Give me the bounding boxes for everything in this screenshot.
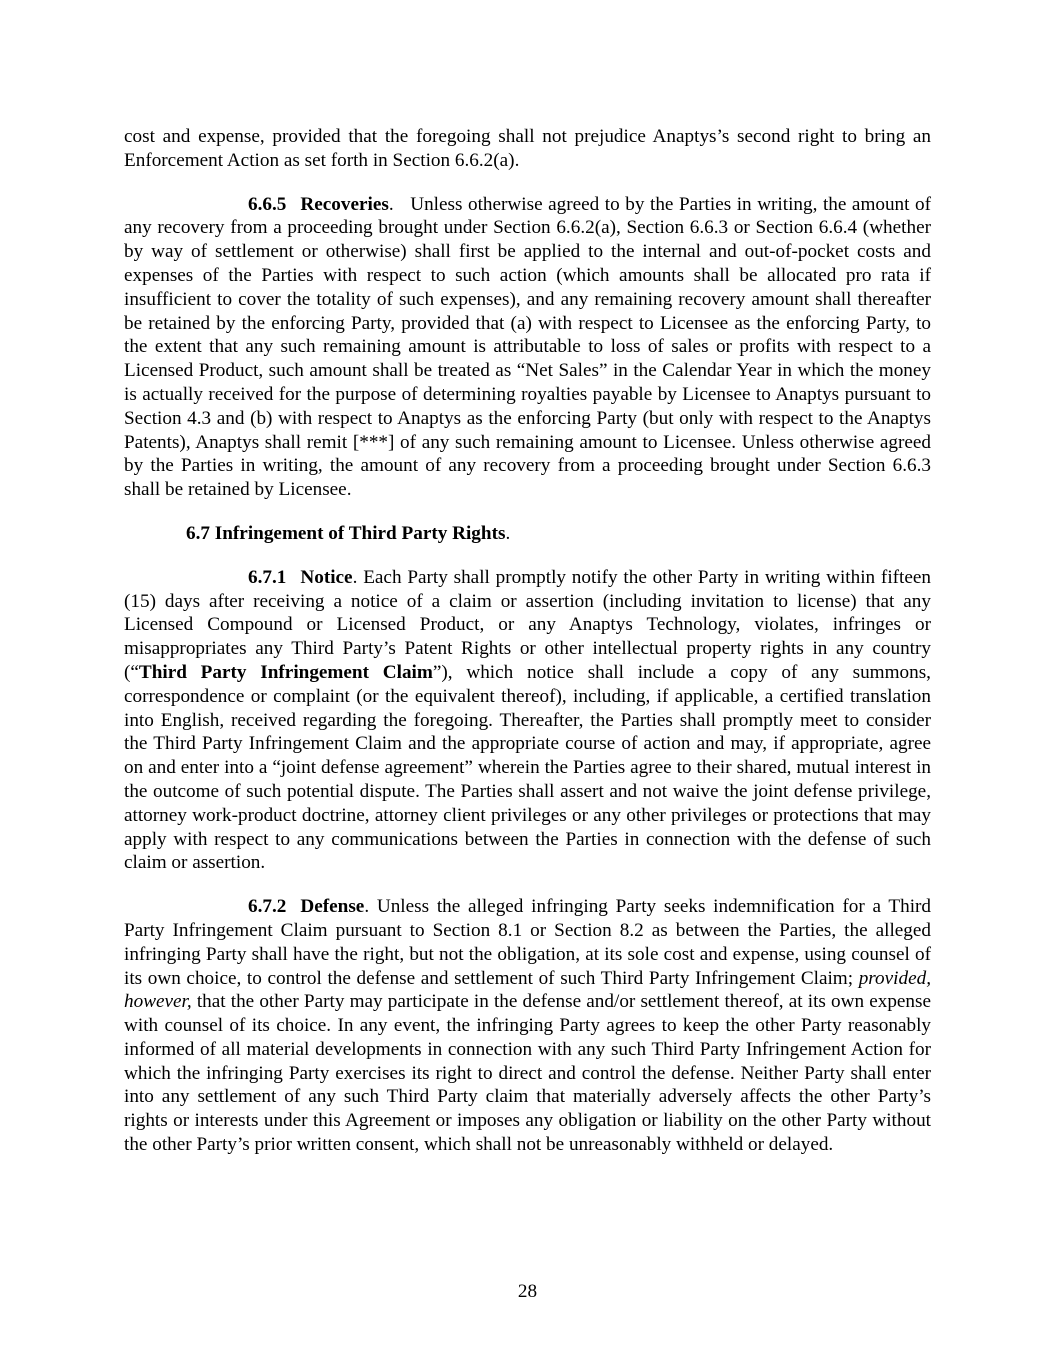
- section-6-7-1: 6.7.1 Notice. Each Party shall promptly notify the other Party in writing within fifteen (15) days after receiving a notice of a claim or assertion (including invitation to license) that any Licensed Compound or Licensed Product, or any Anaptys Technology, violates, infringes or misappropriates any Third Party’s Patent Rights or other intellectual property rights in any country (“Third Party Infringement Claim”), which notice shall include a copy of any summons, correspondence or complaint (or the equivalent thereof), including, if applicable, a certified translation into English, received regarding the foregoing. Thereafter, the Parties shall promptly meet to consider the Third Party Infringement Claim and the appropriate course of action and may, if appropriate, agree on and enter into a “joint defense agreement” wherein the Parties agree to their shared, mutual interest in the outcome of such potential dispute. The Parties shall assert and not waive the joint defense privilege, attorney work-product doctrine, attorney client privileges or any other privileges or protections that may apply with respect to any communications between the Parties in connection with the defense of such claim or assertion.: [124, 566, 932, 874]
- section-6-7-1-number: 6.7.1: [248, 566, 287, 588]
- section-6-6-5: 6.6.5 Recoveries. Unless otherwise agreed to by the Parties in writing, the amount of any recovery from a proceeding brought under Section 6.6.2(a), Section 6.6.3 or Section 6.6.4 (whether by way of settlement or otherwise) shall first be applied to the internal and out-of-pocket costs and expenses of the Parties with respect to such action (which amounts shall be allocated pro rata if insufficient to cover the totality of such expenses), and any remaining recovery amount shall thereafter be retained by the enforcing Party, provided that (a) with respect to Licensee as the enforcing Party, to the extent that any such remaining amount is attributable to loss of sales or profits with respect to a Licensed Product, such amount shall be treated as “Net Sales” in the Calendar Year in which the money is actually received for the purpose of determining royalties payable by Licensee to Anaptys pursuant to Section 4.3 and (b) with respect to Anaptys as the enforcing Party (but only with respect to the Anaptys Patents), Anaptys shall remit [***] of any such remaining amount to Licensee. Unless otherwise agreed by the Parties in writing, the amount of any recovery from a proceeding brought under Section 6.6.3 shall be retained by Licensee.: [124, 193, 932, 501]
- section-6-7-2-title: Defense: [300, 896, 365, 918]
- section-6-7-2-body-end: that the other Party may participate in the defense and/or settlement thereof, at its own expense with counsel of its choice. In any event, the infringing Party agrees to keep the other Party reasonably informed of all material developments in connection with any such Third Party Infringement Action for which the infringing Party exercises its right to direct and control the defense. Neither Party shall enter into any settlement of any such Third Party claim that materially adversely affects the other Party’s rights or interests under this Agreement or imposes any obligation or liability on the other Party without the other Party’s prior written consent, which shall not be unreasonably withheld or delayed.: [124, 991, 932, 1156]
- section-6-7-2: 6.7.2 Defense. Unless the alleged infringing Party seeks indemnification for a Third Party Infringement Claim pursuant to Section 8.1 or Section 8.2 as between the Parties, the alleged infringing Party shall have the right, but not the obligation, at its sole cost and expense, using counsel of its own choice, to control the defense and settlement of such Third Party Infringement Claim; provided, however, that the other Party may participate in the defense and/or settlement thereof, at its own expense with counsel of its choice. In any event, the infringing Party agrees to keep the other Party reasonably informed of all material developments in connection with any such Third Party Infringement Action for which the infringing Party exercises its right to direct and control the defense. Neither Party shall enter into any settlement of any such Third Party claim that materially adversely affects the other Party’s rights or interests under this Agreement or imposes any obligation or liability on the other Party without the other Party’s prior written consent, which shall not be unreasonably withheld or delayed.: [124, 896, 932, 1156]
- intro-paragraph: [124, 125, 931, 173]
- section-6-7-title: 6.7 Infringement of Third Party Rights: [186, 522, 506, 544]
- section-6-7-1-body-end: ”), which notice shall include a copy of any summons, correspondence or complaint (or the equivalent thereof), including, if applicable, a certified translation into English, received regarding the foregoing. Thereafter, the Parties shall promptly meet to consider the Third Party Infringement Claim and the appropriate course of action and may, if appropriate, agree on and enter into a “joint defense agreement” wherein the Parties agree to their shared, mutual interest in the outcome of such potential dispute. The Parties shall assert and not waive the joint defense privilege, attorney work-product doctrine, attorney client privileges or any other privileges or protections that may apply with respect to any communications between the Parties in connection with the defense of such claim or assertion.: [124, 661, 931, 874]
- italic-proviso: provided, however,: [124, 967, 931, 1013]
- intro-text: cost and expense, provided that the foregoing shall not prejudice Anaptys’s second right to bring an Enforcement Action as set forth in Section 6.6.2(a).: [124, 126, 931, 171]
- section-6-6-5-title: Recoveries: [300, 193, 389, 215]
- defined-term: Third Party Infringement Claim: [138, 661, 433, 683]
- section-6-7-2-number: 6.7.2: [248, 896, 287, 918]
- section-6-7-heading: 6.7 Infringement of Third Party Rights.: [186, 522, 511, 544]
- section-6-7-2-body-start: Unless the alleged infringing Party seeks indemnification for a Third Party Infringement Claim pursuant to Section 8.1 or Section 8.2 as between the Parties, the alleged infringing Party shall have the right, but not the obligation, at its sole cost and expense, using counsel of its own choice, to control the defense and settlement of such Third Party Infringement Claim;: [124, 896, 932, 989]
- section-6-6-5-body: Unless otherwise agreed to by the Parties in writing, the amount of any recovery from a proceeding brought under Section 6.6.2(a), Section 6.6.3 or Section 6.6.4 (whether by way of settlement or otherwise) shall first be applied to the internal and out-of-pocket costs and expenses of the Parties with respect to such action (which amounts shall be allocated pro rata if insufficient to cover the totality of such expenses), and any remaining recovery amount shall thereafter be retained by the enforcing Party, provided that (a) with respect to Licensee as the enforcing Party, to the extent that any such remaining amount is attributable to loss of sales or profits with respect to a Licensed Product, such amount shall be treated as “Net Sales” in the Calendar Year in which the money is actually received for the purpose of determining royalties payable by Licensee to Anaptys pursuant to Section 4.3 and (b) with respect to Anaptys as the enforcing Party (but only with respect to the Anaptys Patents), Anaptys shall remit [***] of any such remaining amount to Licensee. Unless otherwise agreed by the Parties in writing, the amount of any recovery from a proceeding brought under Section 6.6.3 shall be retained by Licensee.: [124, 193, 932, 501]
- section-6-7-1-body-start: Each Party shall promptly notify the other Party in writing within fifteen (15) days after receiving a notice of a claim or assertion (including invitation to license) that any Licensed Compound or Licensed Product, or any Anaptys Technology, violates, infringes or misappropriates any Third Party’s Patent Rights or other intellectual property rights in any country (“: [124, 566, 932, 683]
- section-6-6-5-number: 6.6.5: [248, 193, 287, 215]
- page-number: 28: [517, 1281, 538, 1302]
- section-6-7-1-title: Notice: [300, 566, 353, 588]
- document-page: [124, 125, 931, 1157]
